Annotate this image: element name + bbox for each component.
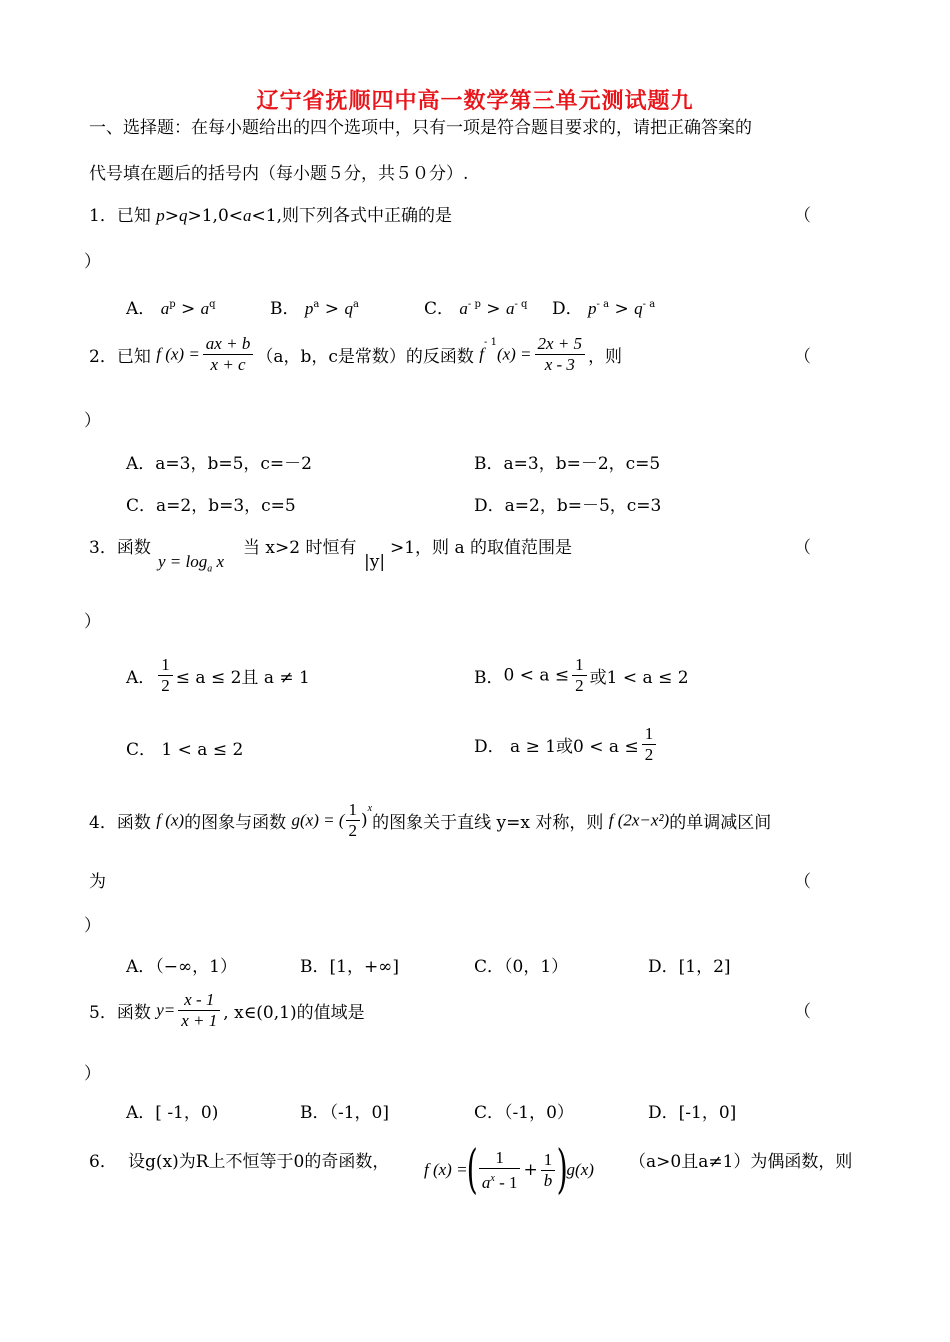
- q5-tail: , x∈(0,1)的值域是: [223, 1003, 365, 1023]
- q6-fx: f (x) =: [424, 1160, 468, 1179]
- q1-option-c-label: C．: [424, 299, 455, 319]
- q4-mid1: 的图象与函数: [184, 813, 287, 833]
- q5-y: y=: [156, 1000, 176, 1020]
- q6-term-2-num: 1: [541, 1150, 556, 1171]
- q3-option-a-num: 1: [158, 655, 173, 676]
- q5-option-a: A．[ -1，0): [126, 1103, 219, 1123]
- q1-open-paren: （: [794, 206, 811, 226]
- q5-denominator: x + 1: [181, 1011, 218, 1030]
- q2-open-paren: （: [794, 347, 811, 367]
- q1-var-p: p: [156, 206, 165, 225]
- q3-option-d-num: 1: [642, 724, 657, 745]
- q4-option-a: A．（−∞，1）: [126, 957, 237, 977]
- q5-option-c: C．（-1，0）: [474, 1103, 574, 1123]
- q3-function-base: a: [207, 563, 213, 575]
- q4-option-b: B．[1，+∞]: [300, 957, 399, 977]
- q3-option-b-num: 1: [572, 655, 587, 676]
- q2-close-paren: ）: [84, 411, 101, 431]
- q1-close-paren: ）: [84, 252, 101, 272]
- q4-close-paren: ）: [84, 916, 101, 936]
- q3-option-d-pre: a ≥ 1或0 < a ≤: [510, 737, 639, 757]
- q4-option-c: C．（0，1）: [474, 957, 569, 977]
- q4-fraction: [346, 800, 361, 841]
- q3-close-paren: ）: [84, 612, 101, 632]
- q2-option-a: A．a=3，b=5，c=－2: [126, 454, 312, 474]
- q4-tail: 的单调减区间: [669, 813, 772, 833]
- q5-number: 5．函数: [89, 1003, 157, 1023]
- question-5-stem: [89, 990, 365, 1031]
- question-4-stem: [89, 800, 771, 841]
- q2-inverse-numerator: 2x + 5: [535, 334, 586, 355]
- q3-tail: >1，则 a 的取值范围是: [390, 538, 573, 558]
- q2-tail: ，则: [588, 347, 623, 367]
- q3-option-d-den: 2: [644, 745, 654, 764]
- q2-fraction: [203, 334, 254, 375]
- q6-tail: （a>0且a≠1）为偶函数，则: [629, 1152, 853, 1172]
- q3-option-b: [474, 655, 689, 696]
- q4-frac-num: 1: [346, 800, 361, 821]
- q4-number: 4．函数: [89, 813, 157, 833]
- q4-gx: g(x) = (: [291, 810, 345, 830]
- q2-f-label: f (x) =: [156, 344, 200, 364]
- q1-option-a-label: A．: [126, 299, 156, 319]
- q3-condition: 当 x>2 时恒有: [243, 538, 357, 558]
- q1-gt: >: [164, 206, 179, 226]
- q4-frac-den: 2: [348, 821, 357, 840]
- q1-option-d-expr: p: [588, 299, 597, 318]
- q6-term-1-num: 1: [479, 1148, 521, 1169]
- q3-option-a: [126, 655, 310, 696]
- q4-open-paren: （: [794, 872, 811, 892]
- q6-term-1: [479, 1148, 521, 1193]
- q3-option-b-fraction: [572, 655, 587, 696]
- q2-inverse-denominator: x - 3: [544, 355, 575, 374]
- q5-option-d: D．[-1，0]: [648, 1103, 737, 1123]
- q6-gx: g(x): [566, 1160, 594, 1179]
- q3-option-a-label: A．: [126, 668, 156, 688]
- q1-number: 1．: [89, 206, 117, 226]
- q6-term-2: [541, 1150, 556, 1191]
- q3-option-b-pre: 0 < a ≤: [503, 665, 570, 686]
- q2-number: 2．已知: [89, 347, 157, 367]
- q3-option-a-fraction: [158, 655, 173, 696]
- q1-stem-e: >1,0<: [187, 206, 244, 226]
- question-2-stem: 2．已知 f (x) = $\frac{ax + b}{x + c}$ （a，b，c是常数）的反函数 $f^{- 1}(x)$ = $\frac{2x + 5}{x - 3}$ ，则: [89, 334, 623, 374]
- q6-stem: 设g(x)为R上不恒等于0的奇函数，: [128, 1152, 390, 1172]
- page-title: 辽宁省抚顺四中高一数学第三单元测试题九: [256, 88, 694, 114]
- q3-function-x: x: [212, 552, 225, 571]
- q6-term-1-base: a: [481, 1172, 491, 1192]
- q6-left-paren: (: [466, 1140, 478, 1200]
- q3-open-paren: （: [794, 538, 811, 558]
- q1-option-b: B． $p^a > q^a$: [270, 299, 359, 319]
- q3-abs-y: |y|: [364, 552, 386, 572]
- question-1-stem: [89, 204, 452, 228]
- q6-right-paren: ): [556, 1140, 568, 1200]
- q5-close-paren: ）: [84, 1064, 101, 1084]
- q6-formula: [424, 1140, 594, 1200]
- q1-option-c: C． $a^{- p} > a^{- q}$: [424, 299, 528, 319]
- q3-number: 3．函数: [89, 538, 151, 558]
- q3-function-expr: y = log: [158, 552, 208, 571]
- q1-var-q: q: [178, 206, 188, 225]
- q1-option-b-label: B．: [270, 299, 300, 319]
- q6-term-2-den: b: [543, 1170, 553, 1190]
- q3-option-c: [126, 738, 243, 762]
- q4-line-2: 为: [89, 872, 106, 892]
- q1-option-d: D． $p^{- a} > q^{- a}$: [552, 299, 656, 319]
- q3-option-d: [474, 724, 659, 765]
- q5-open-paren: （: [794, 1002, 811, 1022]
- q3-option-b-den: 2: [575, 676, 584, 695]
- q3-option-c-expr: 1 < a ≤ 2: [161, 740, 244, 760]
- q3-option-a-rest: ≤ a ≤ 2且 a ≠ 1: [175, 668, 310, 688]
- q4-f2: f (2x−x²): [608, 810, 670, 830]
- q1-option-a: A． $a^p > a^q$: [126, 299, 216, 319]
- q6-number: 6．: [89, 1152, 117, 1172]
- q1-var-a: a: [243, 206, 252, 225]
- q5-fraction: [178, 990, 220, 1031]
- q3-option-d-fraction: [642, 724, 657, 765]
- q3-option-b-rest: 或1 < a ≤ 2: [589, 668, 689, 688]
- q4-option-d: D．[1，2]: [648, 957, 731, 977]
- q2-finv-tail: (x) =: [496, 344, 532, 364]
- instructions-line-2: 代号填在题后的括号内（每小题５分，共５０分）.: [89, 164, 469, 184]
- instructions-line-1: 一、选择题：在每小题给出的四个选项中，只有一项是符合题目要求的，请把正确答案的: [89, 118, 752, 138]
- q4-mid2: 的图象关于直线 y=x 对称，则: [372, 813, 604, 833]
- q3-option-b-label: B．: [474, 668, 504, 688]
- q1-stem-a: 已知: [116, 206, 157, 226]
- q2-denominator: x + c: [210, 355, 246, 374]
- q1-stem-g: <1,则下列各式中正确的是: [251, 206, 452, 226]
- q2-option-d: D．a=2，b=－5，c=3: [474, 496, 662, 516]
- q1-option-a-expr: a: [160, 299, 170, 318]
- q3-function: [158, 552, 224, 574]
- q2-finv: f: [479, 344, 485, 364]
- q2-option-c: C．a=2，b=3，c=5: [126, 496, 296, 516]
- q4-fx: f (x): [156, 810, 185, 830]
- q1-option-c-expr: a: [459, 299, 468, 318]
- q5-option-b: B．（-1，0]: [300, 1103, 390, 1123]
- q1-option-b-expr: p: [304, 299, 314, 318]
- q6-plus: +: [523, 1160, 538, 1180]
- q2-option-b: B．a=3，b=－2，c=5: [474, 454, 661, 474]
- q6-term-1-den: [479, 1169, 521, 1193]
- q5-numerator: x - 1: [178, 990, 220, 1011]
- q2-numerator: ax + b: [203, 334, 254, 355]
- q6-term-1-exp: x: [490, 1172, 495, 1184]
- q4-gx-tail: ): [361, 810, 368, 831]
- q3-option-a-den: 2: [161, 676, 170, 695]
- q4-gx-sup: x: [367, 803, 373, 814]
- q3-option-c-label: C．: [126, 740, 157, 760]
- q2-mid: （a，b，c是常数）的反函数: [256, 347, 474, 367]
- q2-inverse-fraction: [535, 334, 586, 375]
- q3-option-d-label: D．: [474, 737, 505, 757]
- q6-term-1-tail: - 1: [494, 1172, 518, 1192]
- q1-option-d-label: D．: [552, 299, 583, 319]
